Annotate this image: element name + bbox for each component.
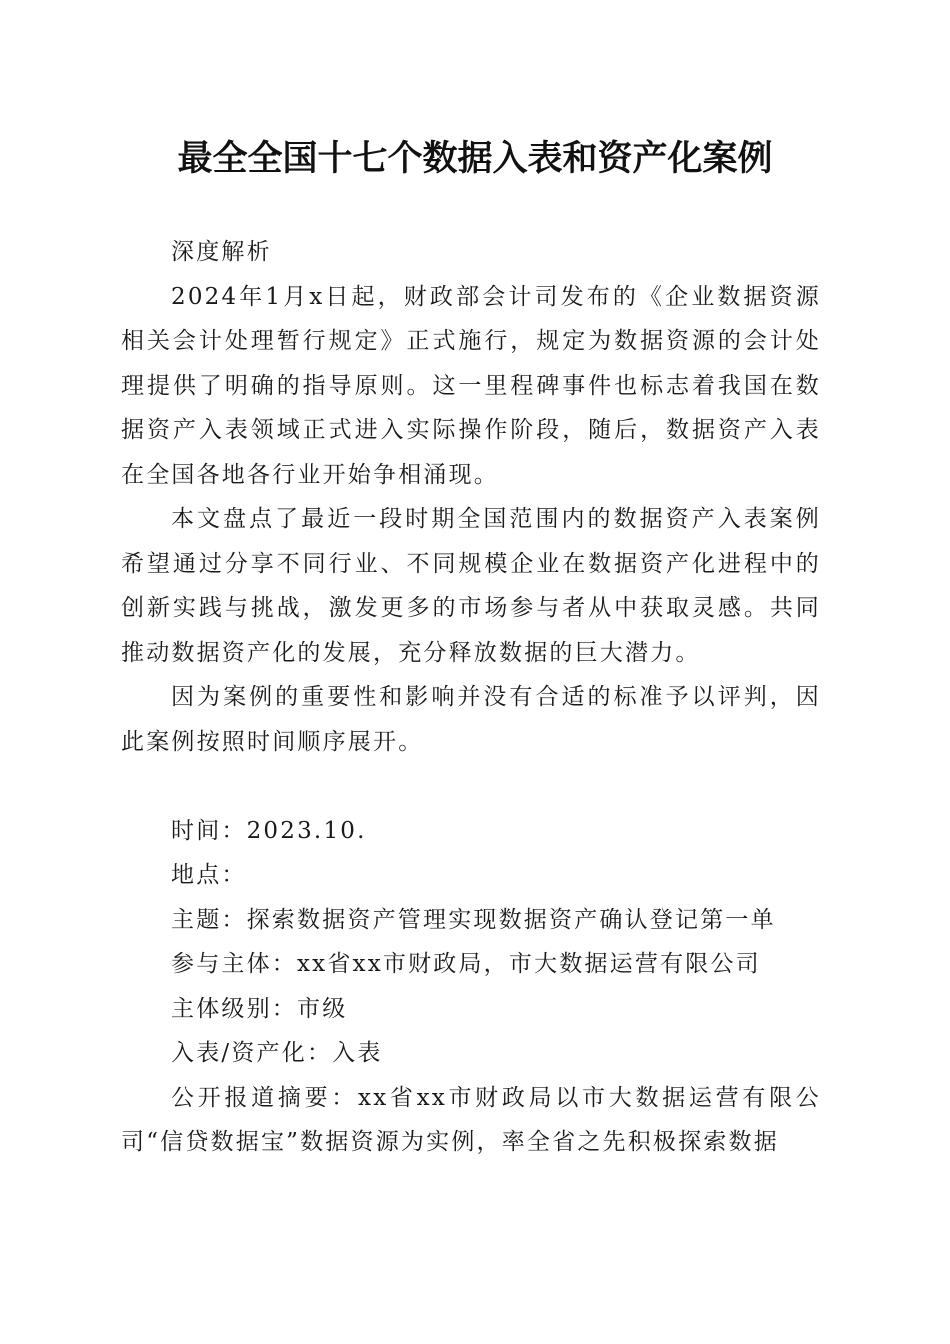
case-type: 入表/资产化：入表: [171, 1040, 383, 1066]
spacer: [121, 764, 821, 809]
case-time: 时间：2023.10.: [171, 817, 367, 844]
section-label: 深度解析: [171, 239, 272, 265]
document-body: [121, 230, 821, 1165]
document-title: 最全全国十七个数据入表和资产化案例: [177, 139, 773, 179]
case-summary: 公开报道摘要：xx省xx市财政局以市大数据运营有限公司“信贷数据宝”数据资源为实例，率全省之先积极探索数据: [121, 1084, 821, 1155]
case-location: 地点：: [171, 862, 247, 888]
case-level: 主体级别：市级: [171, 995, 348, 1022]
paragraph-intro: 2024年1月x日起，财政部会计司发布的《企业数据资源相关会计处理暂行规定》正式施行，规定为数据资源的会计处理提供了明确的指导原则。这一里程碑事件也标志着我国在数据资产入表领域正式进入实际操作阶段，随后，数据资产入表在全国各地各行业开始争相涌现。: [121, 283, 821, 488]
case-theme: 主题：探索数据资产管理实现数据资产确认登记第一单: [171, 906, 776, 933]
case-participants: 参与主体：xx省xx市财政局，市大数据运营有限公司: [171, 951, 761, 977]
paragraph-purpose: 本文盘点了最近一段时期全国范围内的数据资产入表案例希望通过分享不同行业、不同规模企业在数据资产化进程中的创新实践与挑战，激发更多的市场参与者从中获取灵感。共同推动数据资产化的发展，充分释放数据的巨大潜力。: [121, 506, 821, 666]
paragraph-order: 因为案例的重要性和影响并没有合适的标准予以评判，因此案例按照时间顺序展开。: [121, 684, 821, 755]
